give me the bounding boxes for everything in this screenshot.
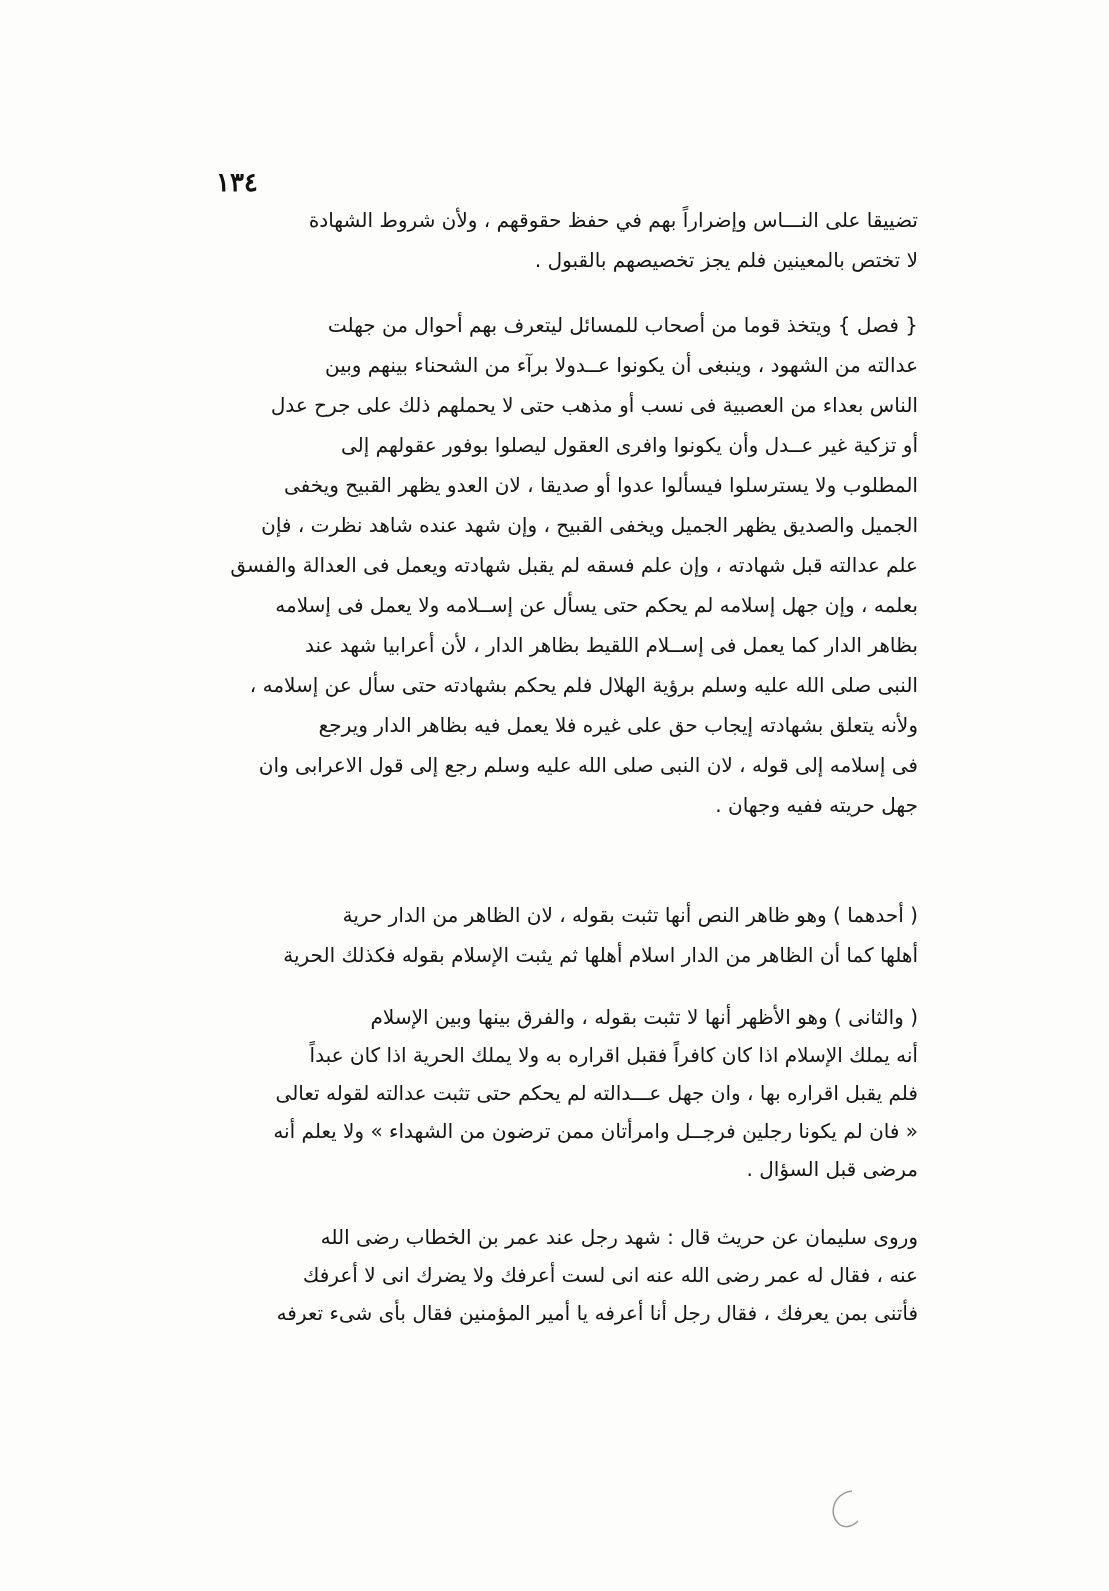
text-line: مرضى قبل السؤال . (746, 1157, 918, 1181)
text-line: أهلها كما أن الظاهر من الدار اسلام أهلها ثم يثبت الإسلام بقوله فكذلك الحرية (283, 943, 918, 967)
text-line: { فصل } ويتخذ قوما من أصحاب للمسائل ليتعرف بهم أحوال من جهلت (327, 313, 918, 337)
paragraph-3 (212, 895, 918, 975)
paragraph-1 (212, 200, 918, 280)
paragraph-4 (212, 998, 918, 1188)
text-line: وروى سليمان عن حريث قال : شهد رجل عند عمر بن الخطاب رضى الله (320, 1225, 918, 1249)
text-line: أو تزكية غير عــدل وأن يكونوا وافرى العقول ليصلوا بوفور عقولهم إلى (340, 433, 918, 457)
text-line: تضييقا على النـــاس وإضراراً بهم في حفظ حقوقهم ، ولأن شروط الشهادة (308, 208, 918, 232)
text-line: الناس بعداء من العصبية فى نسب أو مذهب حتى لا يحملهم ذلك على جرح عدل (270, 393, 918, 417)
text-line: علم عدالته قبل شهادته ، وإن علم فسقه لم يقبل شهادته ويعمل فى العدالة والفسق (230, 553, 918, 577)
text-line: ولأنه يتعلق بشهادته إيجاب حق على غيره فلا يعمل فيه بظاهر الدار ويرجع (318, 713, 918, 737)
text-line: « فان لم يكونا رجلين فرجــل وامرأتان ممن ترضون من الشهداء » ولا يعلم أنه (273, 1119, 918, 1143)
text-line: ( والثانى ) وهو الأظهر أنها لا تثبت بقوله ، والفرق بينها وبين الإسلام (370, 1005, 918, 1029)
text-line: ( أحدهما ) وهو ظاهر النص أنها تثبت بقوله ، لان الظاهر من الدار حرية (342, 903, 918, 927)
text-line: عدالته من الشهود ، وينبغى أن يكونوا عــدولا برآء من الشحناء بينهم وبين (324, 353, 918, 377)
text-line: عنه ، فقال له عمر رضى الله عنه انى لست أعرفك ولا يضرك انى لا أعرفك (302, 1263, 918, 1287)
text-line: بظاهر الدار كما يعمل فى إســلام اللقيط بظاهر الدار ، لأن أعرابيا شهد عند (304, 633, 918, 657)
text-line: لا تختص بالمعينين فلم يجز تخصيصهم بالقبول . (534, 248, 918, 272)
text-line: بعلمه ، وإن جهل إسلامه لم يحكم حتى يسأل عن إســلامه ولا يعمل فى إسلامه (275, 593, 918, 617)
text-line: النبى صلى الله عليه وسلم برؤية الهلال فلم يحكم بشهادته حتى سأل عن إسلامه ، (249, 673, 918, 697)
text-line: فأتنى بمن يعرفك ، فقال رجل أنا أعرفه يا أمير المؤمنين فقال بأى شىء تعرفه (276, 1301, 918, 1325)
paragraph-2 (212, 305, 918, 825)
text-line: الجميل والصديق يظهر الجميل ويخفى القبيح ، وإن شهد عنده شاهد نظرت ، فإن (261, 513, 918, 537)
text-line: المطلوب ولا يسترسلوا فيسألوا عدوا أو صديقا ، لان العدو يظهر القبيح ويخفى (283, 473, 918, 497)
text-line: فلم يقبل اقراره بها ، وان جهل عـــدالته لم يحكم حتى تثبت عدالته لقوله تعالى (275, 1081, 918, 1105)
page-number: ١٣٤ (216, 168, 258, 198)
scan-mark-icon (826, 1487, 860, 1531)
paragraph-5 (212, 1218, 918, 1332)
text-line: أنه يملك الإسلام اذا كان كافراً فقبل اقراره به ولا يملك الحرية اذا كان عبداً (309, 1043, 918, 1067)
text-line: جهل حريته ففيه وجهان . (715, 793, 918, 817)
text-line: فى إسلامه إلى قوله ، لان النبى صلى الله عليه وسلم رجع إلى قول الاعرابى وان (258, 753, 918, 777)
